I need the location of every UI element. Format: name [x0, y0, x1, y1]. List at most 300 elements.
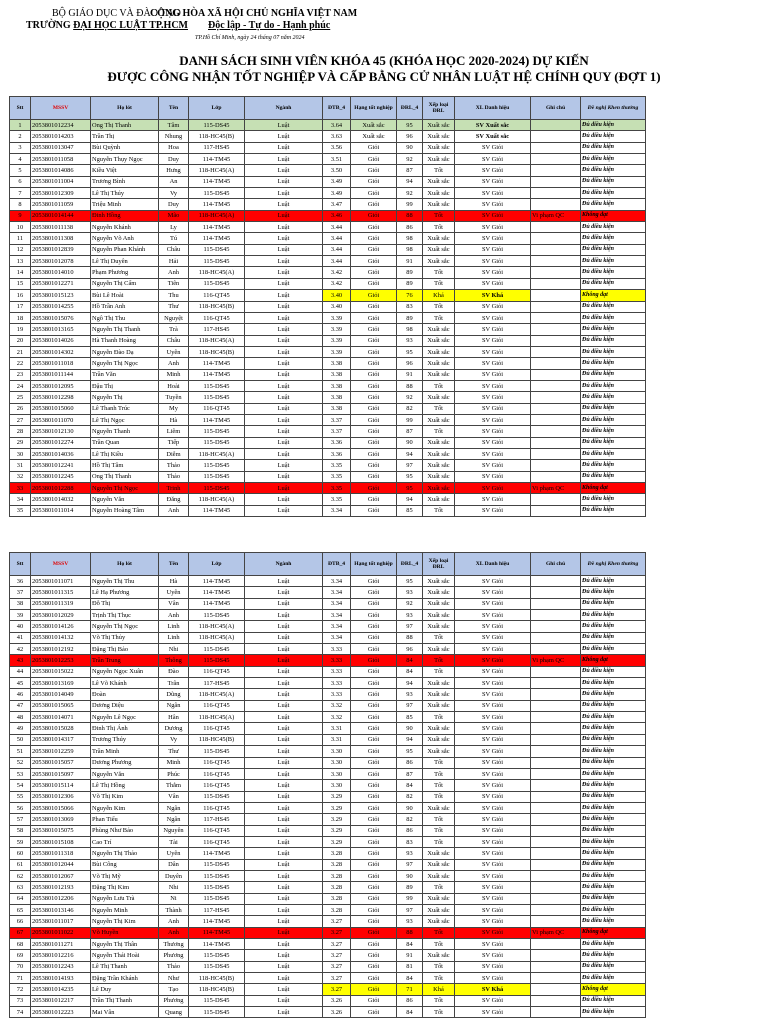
cell-drl4: 87 — [397, 768, 423, 779]
cell-mssv: 2053801011017 — [31, 916, 91, 927]
cell-hang-tot-nghiep: Giỏi — [351, 836, 397, 847]
cell-lop: 115-DS45 — [189, 392, 245, 403]
cell-ten: Duyên — [159, 870, 189, 881]
cell-dtb4: 3.49 — [323, 176, 351, 187]
cell-xep-loai-drl: Xuất sắc — [423, 950, 455, 961]
cell-dtb4: 3.44 — [323, 222, 351, 233]
cell-xep-loai-drl: Xuất sắc — [423, 859, 455, 870]
cell-lop: 115-DS45 — [189, 882, 245, 893]
cell-mssv: 2053801014026 — [31, 335, 91, 346]
cell-ghi-chu — [531, 882, 581, 893]
cell-mssv: 2053801014302 — [31, 346, 91, 357]
cell-drl4: 91 — [397, 256, 423, 267]
cell-stt: 73 — [10, 995, 31, 1006]
cell-xl-danh-hieu: SV Giỏi — [455, 870, 531, 881]
cell-mssv: 2053801012029 — [31, 610, 91, 621]
column-header-ghi-chu: Ghi chú — [531, 553, 581, 576]
cell-stt: 69 — [10, 950, 31, 961]
cell-ten: Duy — [159, 154, 189, 165]
cell-xl-danh-hieu: SV Xuất sắc — [455, 131, 531, 142]
cell-nganh: Luật — [245, 927, 323, 938]
cell-drl4: 90 — [397, 723, 423, 734]
cell-xep-loai-drl: Tốt — [423, 825, 455, 836]
table-row — [10, 142, 646, 153]
cell-ghi-chu — [531, 278, 581, 289]
cell-drl4: 84 — [397, 666, 423, 677]
cell-nganh: Luật — [245, 154, 323, 165]
cell-de-nghi-khen-thuong: Đủ điều kiện — [581, 131, 646, 142]
cell-de-nghi-khen-thuong: Đủ điều kiện — [581, 859, 646, 870]
table-row — [10, 598, 646, 609]
cell-ghi-chu — [531, 301, 581, 312]
cell-ten: Tú — [159, 233, 189, 244]
cell-lop: 116-QT45 — [189, 768, 245, 779]
cell-mssv: 2053801012241 — [31, 460, 91, 471]
cell-stt: 34 — [10, 494, 31, 505]
cell-ghi-chu — [531, 621, 581, 632]
cell-ho-lot: Trần Thị Thanh — [91, 995, 159, 1006]
cell-xl-danh-hieu: SV Giỏi — [455, 142, 531, 153]
cell-mssv: 2053801015075 — [31, 825, 91, 836]
cell-lop: 118-HC45(B) — [189, 973, 245, 984]
cell-drl4: 96 — [397, 644, 423, 655]
cell-ho-lot: Nguyễn Thị Ngọc — [91, 621, 159, 632]
cell-mssv: 2053801011308 — [31, 233, 91, 244]
cell-hang-tot-nghiep: Giỏi — [351, 426, 397, 437]
cell-nganh: Luật — [245, 346, 323, 357]
cell-xl-danh-hieu: SV Giỏi — [455, 757, 531, 768]
cell-stt: 61 — [10, 859, 31, 870]
cell-xep-loai-drl: Tốt — [423, 995, 455, 1006]
cell-xl-danh-hieu: SV Giỏi — [455, 222, 531, 233]
cell-de-nghi-khen-thuong: Đủ điều kiện — [581, 893, 646, 904]
cell-de-nghi-khen-thuong: Đủ điều kiện — [581, 165, 646, 176]
cell-mssv: 2053801011071 — [31, 576, 91, 587]
cell-nganh: Luật — [245, 437, 323, 448]
cell-lop: 118-HC45(A) — [189, 712, 245, 723]
cell-hang-tot-nghiep: Giỏi — [351, 278, 397, 289]
cell-mssv: 2053801012095 — [31, 380, 91, 391]
table-row — [10, 927, 646, 938]
cell-ho-lot: Trịnh Thị Thục — [91, 610, 159, 621]
cell-lop: 114-TM45 — [189, 369, 245, 380]
cell-xl-danh-hieu: SV Giỏi — [455, 154, 531, 165]
cell-xl-danh-hieu: SV Giỏi — [455, 825, 531, 836]
cell-dtb4: 3.63 — [323, 131, 351, 142]
cell-ten: Anh — [159, 610, 189, 621]
cell-hang-tot-nghiep: Giỏi — [351, 437, 397, 448]
cell-ten: Nguyên — [159, 825, 189, 836]
cell-lop: 115-DS45 — [189, 746, 245, 757]
cell-stt: 10 — [10, 222, 31, 233]
cell-stt: 60 — [10, 848, 31, 859]
cell-ghi-chu — [531, 256, 581, 267]
cell-xep-loai-drl: Tốt — [423, 655, 455, 666]
student-table-2 — [9, 552, 646, 1018]
cell-drl4: 88 — [397, 210, 423, 221]
cell-stt: 71 — [10, 973, 31, 984]
cell-hang-tot-nghiep: Giỏi — [351, 746, 397, 757]
table-row — [10, 836, 646, 847]
cell-drl4: 97 — [397, 904, 423, 915]
cell-lop: 114-TM45 — [189, 587, 245, 598]
cell-hang-tot-nghiep: Giỏi — [351, 346, 397, 357]
cell-lop: 116-QT45 — [189, 290, 245, 301]
cell-xep-loai-drl: Tốt — [423, 312, 455, 323]
cell-xl-danh-hieu: SV Xuất sắc — [455, 120, 531, 131]
cell-nganh: Luật — [245, 403, 323, 414]
cell-stt: 16 — [10, 290, 31, 301]
cell-xep-loai-drl: Xuất sắc — [423, 598, 455, 609]
cell-ten: Tiên — [159, 278, 189, 289]
table-row — [10, 312, 646, 323]
cell-hang-tot-nghiep: Giỏi — [351, 188, 397, 199]
cell-hang-tot-nghiep: Giỏi — [351, 210, 397, 221]
cell-ghi-chu — [531, 392, 581, 403]
cell-de-nghi-khen-thuong: Đủ điều kiện — [581, 757, 646, 768]
cell-ho-lot: Bùi Công — [91, 859, 159, 870]
cell-mssv: 2053801012130 — [31, 426, 91, 437]
cell-lop: 115-DS45 — [189, 188, 245, 199]
cell-mssv: 2053801012067 — [31, 870, 91, 881]
cell-lop: 114-TM45 — [189, 916, 245, 927]
cell-xl-danh-hieu: SV Giỏi — [455, 301, 531, 312]
cell-ten: Thông — [159, 655, 189, 666]
cell-nganh: Luật — [245, 1007, 323, 1018]
cell-de-nghi-khen-thuong: Đủ điều kiện — [581, 995, 646, 1006]
cell-mssv: 2053801011070 — [31, 414, 91, 425]
cell-xep-loai-drl: Tốt — [423, 222, 455, 233]
table-row — [10, 188, 646, 199]
cell-ghi-chu — [531, 950, 581, 961]
cell-drl4: 71 — [397, 984, 423, 995]
cell-ho-lot: Nguyễn Thị Thu — [91, 576, 159, 587]
cell-ghi-chu — [531, 222, 581, 233]
cell-ten: Uyên — [159, 587, 189, 598]
cell-hang-tot-nghiep: Giỏi — [351, 358, 397, 369]
cell-dtb4: 3.38 — [323, 403, 351, 414]
cell-xep-loai-drl: Tốt — [423, 712, 455, 723]
cell-xep-loai-drl: Tốt — [423, 165, 455, 176]
table-row — [10, 199, 646, 210]
cell-mssv: 2053801013165 — [31, 324, 91, 335]
table-row — [10, 610, 646, 621]
table-row — [10, 893, 646, 904]
cell-lop: 114-TM45 — [189, 505, 245, 516]
cell-ho-lot: Ong Thị Thanh — [91, 120, 159, 131]
cell-de-nghi-khen-thuong: Đủ điều kiện — [581, 471, 646, 482]
cell-ten: Đăng — [159, 494, 189, 505]
cell-ghi-chu: Vi phạm QC — [531, 927, 581, 938]
table-row — [10, 678, 646, 689]
cell-xl-danh-hieu: SV Giỏi — [455, 346, 531, 357]
cell-stt: 27 — [10, 414, 31, 425]
cell-lop: 115-DS45 — [189, 995, 245, 1006]
cell-ten: Thư — [159, 746, 189, 757]
cell-ghi-chu — [531, 870, 581, 881]
cell-ten: Anh — [159, 505, 189, 516]
cell-ghi-chu — [531, 188, 581, 199]
cell-xep-loai-drl: Xuất sắc — [423, 587, 455, 598]
column-header-ho-lot: Họ lót — [91, 97, 159, 120]
cell-ghi-chu — [531, 131, 581, 142]
cell-hang-tot-nghiep: Giỏi — [351, 222, 397, 233]
cell-nganh: Luật — [245, 587, 323, 598]
cell-xep-loai-drl: Xuất sắc — [423, 120, 455, 131]
cell-hang-tot-nghiep: Giỏi — [351, 700, 397, 711]
cell-mssv: 2053801014144 — [31, 210, 91, 221]
table-row — [10, 120, 646, 131]
cell-de-nghi-khen-thuong: Đủ điều kiện — [581, 380, 646, 391]
cell-hang-tot-nghiep: Giỏi — [351, 916, 397, 927]
cell-ten: Vân — [159, 598, 189, 609]
table-row — [10, 973, 646, 984]
cell-ten: Phúc — [159, 768, 189, 779]
cell-ghi-chu — [531, 961, 581, 972]
cell-mssv: 2053801011138 — [31, 222, 91, 233]
cell-ghi-chu — [531, 120, 581, 131]
cell-de-nghi-khen-thuong: Đủ điều kiện — [581, 825, 646, 836]
cell-dtb4: 3.36 — [323, 437, 351, 448]
cell-ghi-chu — [531, 335, 581, 346]
cell-xep-loai-drl: Tốt — [423, 278, 455, 289]
cell-stt: 67 — [10, 927, 31, 938]
cell-de-nghi-khen-thuong: Đủ điều kiện — [581, 836, 646, 847]
cell-dtb4: 3.29 — [323, 825, 351, 836]
cell-stt: 63 — [10, 882, 31, 893]
cell-xl-danh-hieu: SV Giỏi — [455, 610, 531, 621]
cell-nganh: Luật — [245, 893, 323, 904]
cell-de-nghi-khen-thuong: Đủ điều kiện — [581, 188, 646, 199]
cell-xl-danh-hieu: SV Giỏi — [455, 939, 531, 950]
cell-nganh: Luật — [245, 335, 323, 346]
table-row — [10, 859, 646, 870]
cell-ho-lot: Trần Văn — [91, 369, 159, 380]
cell-drl4: 95 — [397, 471, 423, 482]
cell-nganh: Luật — [245, 678, 323, 689]
cell-ghi-chu — [531, 791, 581, 802]
cell-drl4: 99 — [397, 893, 423, 904]
cell-dtb4: 3.34 — [323, 610, 351, 621]
cell-hang-tot-nghiep: Giỏi — [351, 267, 397, 278]
cell-ho-lot: Lê Duy — [91, 984, 159, 995]
cell-mssv: 2053801011318 — [31, 848, 91, 859]
cell-mssv: 2053801014086 — [31, 165, 91, 176]
cell-de-nghi-khen-thuong: Đủ điều kiện — [581, 460, 646, 471]
table-row — [10, 278, 646, 289]
cell-drl4: 87 — [397, 426, 423, 437]
cell-xep-loai-drl: Xuất sắc — [423, 188, 455, 199]
cell-stt: 9 — [10, 210, 31, 221]
cell-nganh: Luật — [245, 655, 323, 666]
cell-mssv: 2053801015022 — [31, 666, 91, 677]
cell-ten: Nhi — [159, 644, 189, 655]
cell-ghi-chu — [531, 984, 581, 995]
cell-drl4: 94 — [397, 678, 423, 689]
cell-dtb4: 3.29 — [323, 814, 351, 825]
cell-hang-tot-nghiep: Giỏi — [351, 448, 397, 459]
cell-xl-danh-hieu: SV Giỏi — [455, 700, 531, 711]
cell-stt: 3 — [10, 142, 31, 153]
cell-stt: 22 — [10, 358, 31, 369]
cell-lop: 115-DS45 — [189, 471, 245, 482]
cell-dtb4: 3.28 — [323, 859, 351, 870]
cell-dtb4: 3.35 — [323, 460, 351, 471]
cell-xl-danh-hieu: SV Giỏi — [455, 369, 531, 380]
cell-lop: 116-QT45 — [189, 780, 245, 791]
column-header-nganh: Ngành — [245, 97, 323, 120]
cell-ghi-chu — [531, 825, 581, 836]
cell-stt: 42 — [10, 644, 31, 655]
cell-ho-lot: Lê Thị Duyên — [91, 256, 159, 267]
cell-lop: 114-TM45 — [189, 414, 245, 425]
cell-ten: Diễm — [159, 448, 189, 459]
cell-xl-danh-hieu: SV Giỏi — [455, 494, 531, 505]
cell-ho-lot: Kiều Việt — [91, 165, 159, 176]
cell-drl4: 92 — [397, 154, 423, 165]
cell-ho-lot: Nguyễn Lê Ngọc — [91, 712, 159, 723]
cell-drl4: 90 — [397, 802, 423, 813]
cell-mssv: 2053801012243 — [31, 961, 91, 972]
cell-hang-tot-nghiep: Giỏi — [351, 335, 397, 346]
table-row — [10, 414, 646, 425]
cell-de-nghi-khen-thuong: Không đạt — [581, 984, 646, 995]
cell-hang-tot-nghiep: Giỏi — [351, 791, 397, 802]
cell-drl4: 93 — [397, 335, 423, 346]
cell-stt: 58 — [10, 825, 31, 836]
cell-xep-loai-drl: Xuất sắc — [423, 746, 455, 757]
cell-drl4: 97 — [397, 621, 423, 632]
cell-de-nghi-khen-thuong: Đủ điều kiện — [581, 598, 646, 609]
cell-dtb4: 3.26 — [323, 1007, 351, 1018]
cell-nganh: Luật — [245, 414, 323, 425]
cell-nganh: Luật — [245, 471, 323, 482]
cell-ho-lot: Nguyễn Văn — [91, 494, 159, 505]
cell-ghi-chu — [531, 802, 581, 813]
cell-xl-danh-hieu: SV Giỏi — [455, 256, 531, 267]
table-row — [10, 460, 646, 471]
cell-mssv: 2053801012234 — [31, 120, 91, 131]
cell-xl-danh-hieu: SV Giỏi — [455, 505, 531, 516]
cell-ho-lot: Nguyễn Thanh — [91, 426, 159, 437]
cell-dtb4: 3.34 — [323, 576, 351, 587]
cell-hang-tot-nghiep: Giỏi — [351, 757, 397, 768]
cell-ghi-chu — [531, 723, 581, 734]
cell-mssv: 2053801012839 — [31, 244, 91, 255]
cell-xep-loai-drl: Tốt — [423, 882, 455, 893]
cell-de-nghi-khen-thuong: Đủ điều kiện — [581, 120, 646, 131]
cell-xep-loai-drl: Xuất sắc — [423, 199, 455, 210]
cell-hang-tot-nghiep: Giỏi — [351, 814, 397, 825]
cell-dtb4: 3.33 — [323, 644, 351, 655]
cell-dtb4: 3.33 — [323, 678, 351, 689]
cell-hang-tot-nghiep: Giỏi — [351, 369, 397, 380]
cell-ho-lot: Đặng Thị Kim — [91, 882, 159, 893]
cell-ten: Châu — [159, 335, 189, 346]
cell-mssv: 2053801015028 — [31, 723, 91, 734]
cell-mssv: 2053801015097 — [31, 768, 91, 779]
cell-drl4: 97 — [397, 460, 423, 471]
cell-de-nghi-khen-thuong: Đủ điều kiện — [581, 222, 646, 233]
cell-ten: An — [159, 176, 189, 187]
cell-lop: 115-DS45 — [189, 950, 245, 961]
cell-ghi-chu — [531, 414, 581, 425]
table-row — [10, 131, 646, 142]
cell-stt: 17 — [10, 301, 31, 312]
table-row — [10, 712, 646, 723]
column-header-stt: Stt — [10, 97, 31, 120]
cell-lop: 116-QT45 — [189, 802, 245, 813]
column-header-hang-tot-nghiep: Hạng tốt nghiệp — [351, 97, 397, 120]
cell-xep-loai-drl: Xuất sắc — [423, 610, 455, 621]
cell-hang-tot-nghiep: Giỏi — [351, 644, 397, 655]
cell-hang-tot-nghiep: Giỏi — [351, 870, 397, 881]
cell-ho-lot: Đinh Hồng — [91, 210, 159, 221]
table-row — [10, 335, 646, 346]
cell-de-nghi-khen-thuong: Đủ điều kiện — [581, 392, 646, 403]
cell-nganh: Luật — [245, 199, 323, 210]
cell-de-nghi-khen-thuong: Đủ điều kiện — [581, 403, 646, 414]
cell-xep-loai-drl: Xuất sắc — [423, 392, 455, 403]
cell-xl-danh-hieu: SV Giỏi — [455, 188, 531, 199]
cell-hang-tot-nghiep: Giỏi — [351, 233, 397, 244]
cell-ho-lot: Nguyễn Thị Thân — [91, 939, 159, 950]
cell-nganh: Luật — [245, 312, 323, 323]
cell-ten: Trinh — [159, 483, 189, 494]
cell-xl-danh-hieu: SV Giỏi — [455, 267, 531, 278]
cell-mssv: 2053801015108 — [31, 836, 91, 847]
cell-lop: 116-QT45 — [189, 312, 245, 323]
cell-lop: 114-TM45 — [189, 358, 245, 369]
cell-mssv: 2053801012259 — [31, 746, 91, 757]
cell-xl-danh-hieu: SV Giỏi — [455, 471, 531, 482]
cell-lop: 114-TM45 — [189, 927, 245, 938]
cell-ho-lot: Võ Thị Thủy — [91, 632, 159, 643]
cell-mssv: 2053801012288 — [31, 483, 91, 494]
cell-ten: Dũng — [159, 689, 189, 700]
table-row — [10, 632, 646, 643]
cell-mssv: 2053801011022 — [31, 927, 91, 938]
cell-hang-tot-nghiep: Giỏi — [351, 301, 397, 312]
cell-lop: 117-HS45 — [189, 904, 245, 915]
cell-de-nghi-khen-thuong: Đủ điều kiện — [581, 961, 646, 972]
cell-mssv: 2053801015076 — [31, 312, 91, 323]
cell-nganh: Luật — [245, 712, 323, 723]
cell-ten: Châu — [159, 244, 189, 255]
cell-ten: Dân — [159, 859, 189, 870]
cell-drl4: 84 — [397, 939, 423, 950]
cell-drl4: 97 — [397, 859, 423, 870]
national-motto: Độc lập - Tự do - Hạnh phúc — [208, 20, 331, 31]
cell-de-nghi-khen-thuong: Đủ điều kiện — [581, 414, 646, 425]
cell-xl-danh-hieu: SV Giỏi — [455, 927, 531, 938]
cell-hang-tot-nghiep: Giỏi — [351, 576, 397, 587]
cell-nganh: Luật — [245, 120, 323, 131]
cell-ghi-chu — [531, 939, 581, 950]
cell-stt: 41 — [10, 632, 31, 643]
cell-ghi-chu — [531, 904, 581, 915]
cell-ghi-chu — [531, 632, 581, 643]
cell-hang-tot-nghiep: Giỏi — [351, 950, 397, 961]
cell-stt: 11 — [10, 233, 31, 244]
cell-stt: 33 — [10, 483, 31, 494]
cell-dtb4: 3.40 — [323, 290, 351, 301]
table-row — [10, 666, 646, 677]
cell-ho-lot: Dương Phương — [91, 757, 159, 768]
cell-stt: 59 — [10, 836, 31, 847]
cell-stt: 49 — [10, 723, 31, 734]
column-header-drl4: ĐRL_4 — [397, 97, 423, 120]
